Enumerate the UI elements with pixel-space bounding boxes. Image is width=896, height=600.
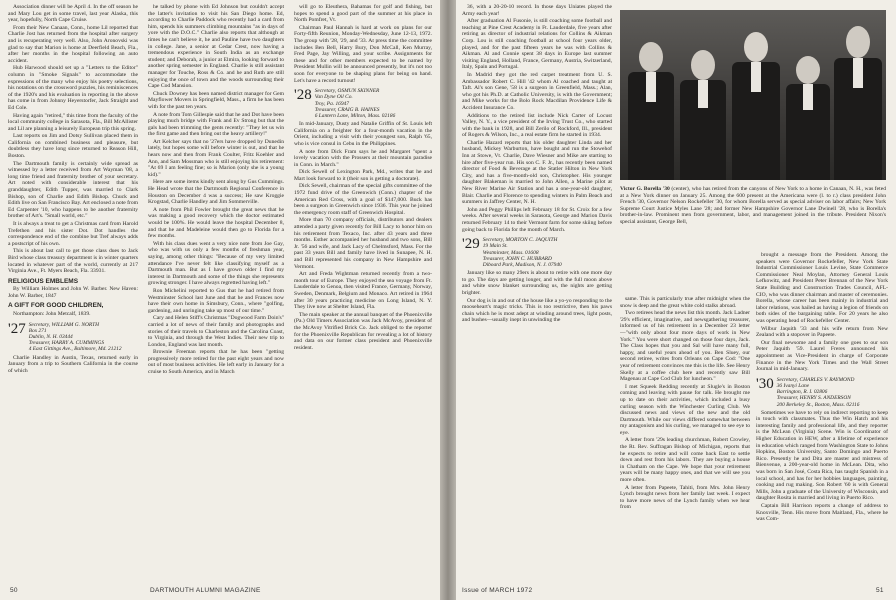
paragraph: Chairman Paul Hannah is hard at work on plans for our Forty-fifth Reunion, Monday-Wednesday, June 12-13, 1972. The group with '28, '29, and '33. At press time the committee includes Ben Bell, Harry Bury, Don McCall, Ken Murray, Fred Page, Jay Willing, and your scribe. Assignments for these and for other members expected to be named by President Mullin will be announced presently, but it's not too soon for everyone to be shaping plans for being on hand. Let's have a record turnout!	[294, 24, 432, 84]
treasurer-address: 6 Lantern Lane, Milton, Mass. 02186	[314, 112, 396, 119]
treasurer-address: Diboard Park, Madison, N. J. 07940	[482, 262, 562, 268]
left-column-1	[8, 4, 138, 582]
address-line: Barrington, R. I. 02806	[776, 389, 828, 396]
left-column-3	[294, 4, 432, 582]
header-gift-for-children: A GIFT FOR GOOD CHILDREN,	[8, 302, 104, 310]
left-col2-paragraphs	[148, 4, 284, 376]
paragraph: Here are some items kindly sent along by Gus Cummings. He Head wrote that the Dartmouth Regional Conference in Houston on December 4 was a success; He saw Kroggie Krogstad, Charlie Handley and Jim Sommerville.	[148, 179, 284, 206]
right-page-number: 51	[876, 587, 884, 594]
paragraph: Art Kelcher says that no '27ers have dropped by Dunedin lately, but hopes some will before winter is out, and that he hears now and then from Frank Coulter, Fritz Koehler and Ann, and Sam Mossman who is still enjoying his retirement: "At 69 I am feeling fine; so is Marion (only she is a young kid)."	[148, 138, 284, 178]
paragraph: Art and Freda Wightman returned recently from a two-month tour of Europe. They enjoyed the sea voyage from Ft. Lauderdale to Genoa, then visited France, Germany, Norway, Sweden, Denmark, Belgium and Monaco. Art retired in 1964 after 30 years practicing medicine on Long Island, N. Y. They live now at Shelter Island, Fla.	[294, 271, 432, 311]
page-gutter	[440, 0, 456, 600]
paragraph: More than 70 company officials, distributors and dealers attended a party given recently for Bill Lacy to honor him on his retirement from Texaco, Inc. after 43 years and three months. Esther accompanied her husband and two sons, Bill Jr. '56 and wife, and Jack Lacy of Chelmsford, Mass. For the past 33 years Bill and family have lived in Sunapee, N. H. and Bill represented his company in New Hampshire and Vermont.	[294, 217, 432, 270]
paragraph: A note from Phil Fowler brought the great news that he was making a good recovery which the doctor estimated would be 100%. He would leave the hospital December 8, and that he and Madeleine would then go to Florida for a few months.	[148, 206, 284, 240]
paragraph: This is about last call to get those class dues to Jack Bird whose class treasury department is in winter quarters located in whatever part of the world, currently at 217 Virginia Ave., Ft. Myers Beach, Fla. 33931.	[8, 248, 138, 275]
paragraph: It is always a treat to get a Christmas card from Harold Trefethen and his sister Dot. Dot handles the correspondence end of the combine but Tref always adds a postscript of his own.	[8, 221, 138, 247]
right-column-3	[756, 252, 888, 582]
address-line: Troy, Pa. 16947	[314, 100, 349, 107]
class-28-block	[294, 88, 432, 119]
secretary-line: Secretary, WILLIAM G. NORTH	[28, 321, 100, 328]
class-27-block	[8, 322, 138, 353]
paragraph: In Madrid they got the red carpet treatment from U. S. Ambassador Robert C. Hill '42 whom Al coached and taught at Taft. Al's son Gene, '58 is a surgeon in Greenfield, Mass.; Alan, who got his Ph.D. at Catholic University, is with the Government; and Mike works for the Bolo Rock Macdilan Providence Life & Accident Insurance Co.	[462, 71, 612, 111]
header-note: Northampton: John Metcalf, 1839.	[13, 310, 91, 317]
person-3-center	[732, 24, 780, 180]
paragraph: Our final newsome and a family one goes to our son Peter Jaquith '59. Laurel Freres announced his appointment as Vice-President in charge of Corporate Finance in the New York Times and the Wall Street Journal in mid-January.	[756, 339, 888, 373]
person-5	[834, 20, 882, 180]
right-page	[456, 0, 896, 600]
paragraph: Charlie Hazard reports that his older daughter Linda and her husband, Mickey Warburton, have bought and run the Stowehof Inn at Stowe, Vt. Charlie, Dave Wiesner and Mike are starting to hire after five-year run. His son C. F. Jr., has recently been named director of Food & Beverage at the Statler Hilton in New York City, and has a five-month-old son, Christopher. His younger daughter Blakeman is married to John Allen, a Marine pilot at New River Marine Air Station and has a one-year-old daughter, Blair. Charlie and Florence to spending winters in Palm Beach and summers in Jaffrey Center, N. H.	[462, 139, 612, 206]
paragraph: John and Peggy Phillips left February 18 for St. Croix for a few weeks. After several weeks in Sarasota, George and Marion Davis returned February 14 to their Vermont farm for some skiing before going back to Florida for the month of March.	[462, 206, 612, 233]
paragraph: Our dog is in and out of the house like a yo-yo responding to the mooseheart's magic tricks. This is too restrictive, then his paws chain which he is most adept at winding around trees, light posts, and bushes—usually inept in unwinding the	[462, 297, 612, 324]
class-info	[315, 88, 396, 119]
right-col3b-paragraphs	[756, 410, 888, 523]
paragraph: he talked by phone with Ed Johnson but couldn't accept the latter's invitation to visit his San Diego home. Ed, according to Charlie Paddock who recently had a card from him, spends his summers climbing mountains "as in days of yore with the D.O.C." Charlie also reports that although at times he can't believe it, he and Pauline have two daughters in college. Jane, a senior at Cedar Crest, now having a tremendous experience in South India as an exchange student; and Deborah, a junior at Elmira, looking forward to another spring semester in England. Charlie is still assistant manager for Touche, Ross & Co. and he and Ruth are still enjoying the once of town and the woods surrounding their Cape Cod Mansion.	[148, 4, 284, 90]
paragraph: will go to Eleuthera, Bahamas for golf and fishing, but hopes to spend a good part of the summer at his place in North Pomfret, Vt.	[294, 4, 432, 24]
left-page-number: 50	[10, 587, 18, 594]
paragraph: 36, with a 20-20-10 record. In those days Uniates played the Army each year!	[462, 4, 612, 17]
right-column-2	[620, 296, 750, 582]
paragraph: Last reports on Jim and Dotsy Sullivan placed them in California on combined business and pleasure, but doubtless they have long since returned to Reason Hill, Boston.	[8, 133, 138, 160]
header-note: By William Holmes and John W. Barber. New Haven: John W. Barber, 1847	[8, 286, 138, 299]
treasurer-line: Treasurer, JOHN C. HUBBARD	[482, 255, 552, 262]
paragraph: Sometimes we have to rely on indirect reporting to keep in touch with classmates. Thus the Win Hatch and his interesting family and professional life, and they reporter is the McLean (Virginia) Scene. Win is Coordinator of Higher Education in HEW, after a lifetime of experience in education which ranged from Washington State to Johns Hopkins, Boston University, Santo Domingo and Puerto Rico. Presently he and Dita are master and mistress of Bienvenue, a 200-year-old home in McLean. Dita, who was born in San José, Costa Rica, has taught Spanish in a local school, and has for her hobbies languages, painting, cooking and rug making. Son Robert '60 is with General Mills, John a graduate of the University of Wisconsin, and daughter Rosita is married and living in Puerto Rico.	[756, 409, 888, 502]
left-page	[0, 0, 440, 600]
address-line: Westminster, Mass. 01608	[482, 249, 539, 256]
paragraph: January like so many 29ers is about to retire with one more day to go. The days are getting longer, and with the full moon above and white snow blanket surrounding us, the nights are getting brighter.	[462, 270, 612, 296]
class-29-block	[462, 237, 612, 268]
photo-caption	[620, 186, 886, 226]
paragraph: A letter from Papeete, Tahiti, from Mrs. John Henry Lynch brought news from her family last week. I expect to have more news of the Lynch family when we hear from	[620, 484, 750, 511]
paragraph: Association dinner will be April 4. In the off season he and Mary Lou get in some travel, last year Alaska, this year, hopefully, North Cape Cruise.	[8, 4, 138, 24]
paragraph: The Dartmouth family is certainly wide spread as witnessed by a letter received from Art Wayman '08, a long time friend and fraternity brother of your secretary. Art noted with considerable interest that his granddaughter, Edith Tupper, was married to Clark Bishop, son of Charlie and Edith Bishop. Chuck and Edith live on San Francisco Bay. Art enclosed a note from Ed Carpenter '10, who happens to be another fraternity brother of Art's. "Small world, etc."	[8, 160, 138, 220]
address-line: 36 Ivanyi Lane	[776, 382, 810, 389]
caption-continued: brought a message from the President. Among the speakers were Governor Rockefeller, New York State Industrial Commissioner Louis Levine, State Commerce Commissioner Neal Moylan, Attorney General Louis Lefkowitz, and President Peter Brennan of the New York State Building and Construction Trades Council, AFL-CIO, who was dinner chairman and master of ceremonies. Borella, whose career has been mainly in industrial and labor relations, was hailed as having a legion of friends on both sides of the bargaining table. For 20 years he also was operating head of Rockefeller Center.	[756, 252, 888, 324]
person-1	[628, 30, 674, 180]
address-line: 19 Main St.	[482, 243, 508, 250]
paragraph: Dick Sewell, chairman of the special gifts committee of the 1972 fund drive of the Greenwich (Conn.) chapter of the American Red Cross, with a goal of $147,000. Buck has been a surgeon in Greenwich since 1936. This year he joined the emergency room staff of Greenwich Hospital.	[294, 183, 432, 216]
treasurer-line: Treasurer, HENRY S. ANDERSON	[776, 395, 851, 402]
paragraph: same. This is particularly true after midnight when the snow is deep and the great white cold stalks abroad.	[620, 296, 750, 309]
left-col1-paragraphs	[8, 4, 138, 275]
paragraph: I met Squeek Redding recently at Slugle's in Boston coming and leaving with pause for talk. He brought me up to date on their activities, which included a busy curling season with the Winchester Curling Club. We discussed news and views of the new and the old Dartmouth. While our views differed somewhat between my antagonism and his curling, we managed to see eye to eye.	[620, 383, 750, 436]
paragraph: Ron Michelini reported to Gus that he had retired from Westminster School last June and that he and Frances now have their own home in Simsbury, Conn., where "golfing, gardening, and unringing take up most of our time."	[148, 287, 284, 314]
paragraph: A note from Tom Gillespie said that he and Dot have been playing much bridge with Frank and Ev Strong but that the gals had been trimming the gents recently: "They let us win the first game and then bring out the heavy artillery!"	[148, 111, 284, 138]
treasurer-address: 200 Berkeley St., Boston, Mass. 02116	[776, 401, 860, 408]
class-info	[483, 237, 562, 268]
person-4	[786, 44, 830, 180]
secretary-line: Secretary, CHARLES V. RAYMOND	[776, 376, 855, 383]
address-line: Dublin, N. H. 03444	[28, 333, 73, 340]
left-col3-paragraphs	[294, 4, 432, 84]
secretary-line: Secretary, MORTON C. JAQUITH	[482, 237, 558, 244]
paragraph: Dick Sewell of Lexington Park, Md., writes that he and Mart look forward to it (their son is getting a doctorate).	[294, 169, 432, 182]
paragraph: From their New Canaan, Conn., home Lil reported that Charlie Jost has returned from the hospital after surgery and is recuperating very well. Also, John Aronovski was glad to say that Marion is home at Deerfield Beach, Fla., after her months in the hospital following an auto accident.	[8, 24, 138, 64]
magazine-title-footer: DARTMOUTH ALUMNI MAGAZINE	[150, 587, 261, 594]
header-religious-emblems: RELIGIOUS EMBLEMS	[8, 277, 79, 285]
paragraph: After graduation Al Fusonie, is still coaching some football and teaching at Pine Crest Academy in Ft. Lauderdale, five years after retiring as director of industrial relations for Collins & Aikman Corp. Lou is still coaching football at school four years older, played, and for the past fifteen years he was with Collins & Aikman. Al and Connie spent 38 days in Europe last summer visiting England, Holland, France, Germany, Austria, Switzerland, Italy, Spain and Portugal.	[462, 18, 612, 71]
treasurer-address: 4 East Gittings Ave., Baltimore, Md. 21212	[28, 346, 122, 353]
paragraph: Two retirees head the news list this month. Jack Ladner '29's efficient, imaginative, and newsgathering treasurer, informed us of his retirement in a December 23 letter—"with only about four more days of work in New York." You were short changed on those four days, Jack. The Class hopes that you and Sal will have many full, happy, and useful years ahead of you. Ben Sluey, our second retiree, writes from Orleans on Cape Cod: "One year of retirement convinces me this is the life. See Henry Skelly at a coffee club here and recently saw Bill Magenau at Cape Cod Club for luncheon."	[620, 310, 750, 383]
paragraph: A note from Dick Fram says he and Margaret "spent a lovely vacation with the Prossers at their mountain paradise in Conn. in March."	[294, 148, 432, 168]
paragraph: Having again "retired," this time from the faculty of the local community college in Sarasota, Fla., Bill McAllister and Lil are planning a leisurely European trip this spring.	[8, 112, 138, 132]
address-line: Box 271	[28, 327, 47, 334]
treasurer-line: Treasurer, CRAIG B. HAINES	[314, 106, 380, 113]
class-number: '29	[462, 236, 480, 253]
class27-tail: Charlie Handley in Austin, Texas, returned early in January from a trip to Southern California in the course of which	[8, 354, 138, 374]
class-info	[29, 322, 122, 353]
person-2	[680, 40, 726, 180]
paragraph: The main speaker at the annual banquet of the Phoenixville (Pa.) Old Timers Association was Jack McAvoy, president of the McAvoy Vitrified Brick Co. Jack obliged to the reporter for the Phoenixville Republican for revealing a lot of history and data on our former class president and Phoenixville resident.	[294, 311, 432, 351]
issue-date-footer: Issue of MARCH 1972	[462, 587, 533, 594]
class-number: '30	[756, 375, 774, 392]
paragraph: A letter from '29s leading churchman, Robert Crowley, the Rt. Rev. Suffragan Bishop of Michigan, reports that he expects to retire and will come back East to settle down and rest from his labors. They are buying a house in Chatham on the Cape. We hope that your retirement years will be many happy ones, and that we will see you more often.	[620, 437, 750, 484]
left-col3b-paragraphs	[294, 121, 432, 351]
paragraph: Chuck Downey has been named district manager for Gem Mayflower Movers in Springfield, Mass., a firm he has been with for the past ten years.	[148, 90, 284, 110]
left-column-2	[148, 4, 284, 582]
paragraph: With his class dues went a very nice note from Joe Gay, who was with us only a few months of freshman year, saying, among other things: "Because of my very limited attendance I've never felt like classifying myself as a Dartmouth man. But as I have grown older I find my interest in Dartmouth and some of the things she represents growing stronger. I have always regretted having left."	[148, 240, 284, 287]
borella-dinner-photo	[620, 10, 886, 180]
paragraph: In mid-January, Dusty and Natalie Griffin of St. Louis left California on a freighter for a four-month vacation in the Orient, including a visit with their youngest son, Ralph '65, who is vice consul in Cebu in the Philippines.	[294, 121, 432, 147]
class-number: '27	[8, 320, 26, 337]
paragraph: Cary and Helen Stiff's Christmas "Dogwood Farm Doin's" carried a lot of news of their family and photographs and stories of their travels to Charleston and the Carolina Coast, to Virginia, and through the West Indies. Their new trip to London, England was last month.	[148, 315, 284, 348]
paragraph: Brownie Freeman reports that he has been "getting progressively more retired for the past eight years and now out of most business activities. He left early in January for a cruise to South America, and in March	[148, 349, 284, 376]
treasurer-line: Treasurer, HARRY A. CUMMINGS	[28, 340, 105, 347]
class-number: '28	[294, 87, 312, 104]
class-30-block	[756, 377, 888, 408]
right-column-1	[462, 4, 612, 582]
paragraph: Hub Harwood should set up a "Letters to the Editor" column in "Smoke Signals" to accommodate the expressions of the many who enjoy his poetry selections, his notations on the crossword puzzles, his reminiscences of the 1920's and his evaluation in reporting in the above has come in from Johnny Heyerstorfer, Jack Straight and Ed Cole.	[8, 65, 138, 111]
secretary-line: Secretary, OSMUN SKINNER	[314, 88, 380, 95]
paragraph: Captain Bill Harrison reports a change of address to Knoxville, Tenn. His move from Maitland, Fla., where he was Com-	[756, 503, 888, 523]
address-line: Van Dyne Oil Co.	[314, 94, 353, 101]
caption-text: (center), who has retired from the canyons of New York to a home in Canaan, N. H., was feted at a New York dinner on January 25. Among the 600 present at the Americana were (l. to r.) class president John French '30, Governor Nelson Rockefeller '30, for whom Borella served as special adviser on labor affairs; New York Supreme Court Justice Myles Lane '28; and former New Hampshire Governor Lane Dwinell '28, who is Borella's brother-in-law. Prominent men from government, labor, and management joined in the tribute. President Nixon's special assistant, George Bell,	[620, 186, 886, 225]
paragraph: Additions to the retired list include Nick Carter of Locust Valley, N. Y., a vice president of the Irving Trust Co., who started with the bank in 1928, and Bill Zerilo of Rockford, Ill., president of Rogers & Wilson, Inc., a real estate firm he started in 1934.	[462, 112, 612, 139]
right-col2-paragraphs	[620, 296, 750, 511]
class-info	[777, 377, 860, 408]
right-col1-paragraphs	[462, 4, 612, 233]
right-col1b-paragraphs	[462, 270, 612, 324]
caption-name: Victor G. Borella '30	[620, 186, 670, 192]
paragraph: Wilbur Jaquith '33 and his wife return from New Zealand with a stopover in Papeete.	[756, 325, 888, 339]
right-col3-paragraphs	[756, 326, 888, 373]
